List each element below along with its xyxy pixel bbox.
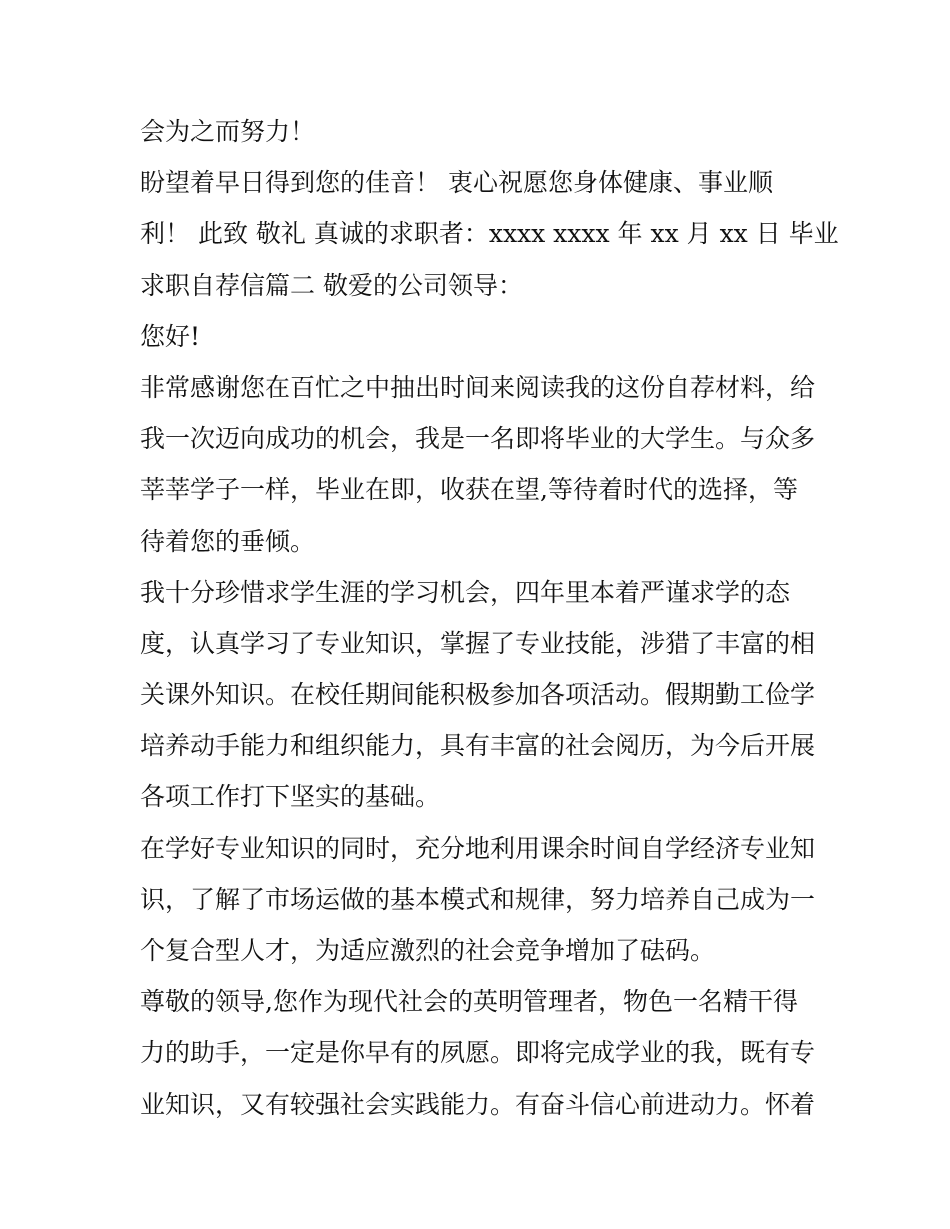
text-line: 我十分珍惜求学生涯的学习机会，四年里本着严谨求学的态 bbox=[140, 577, 791, 607]
text-line: 求职自荐信篇二 敬爱的公司领导： bbox=[140, 270, 523, 300]
text-line: 尊敬的领导,您作为现代社会的英明管理者，物色一名精干得 bbox=[140, 987, 798, 1017]
text-line: 各项工作打下坚实的基础。 bbox=[140, 782, 441, 812]
text-line: 您好! bbox=[140, 321, 201, 351]
text-line: 业知识，又有较强社会实践能力。有奋斗信心前进动力。怀着 bbox=[140, 1089, 816, 1119]
text-line: 力的助手，一定是你早有的夙愿。即将完成学业的我，既有专 bbox=[140, 1038, 816, 1068]
text-line: 培养动手能力和组织能力，具有丰富的社会阅历，为今后开展 bbox=[140, 731, 816, 761]
text-line: 利！ 此致 敬礼 真诚的求职者：xxxx xxxx 年 xx 月 xx 日 毕业 bbox=[140, 219, 839, 249]
text-line: 个复合型人才，为适应激烈的社会竞争增加了砝码。 bbox=[140, 936, 716, 965]
text-line: 待着您的垂倾。 bbox=[140, 526, 316, 556]
text-line: 识，了解了市场运做的基本模式和规律，努力培养自己成为一 bbox=[140, 884, 816, 914]
document-body bbox=[140, 106, 839, 1130]
text-line: 盼望着早日得到您的佳音！ 衷心祝愿您身体健康、事业顺 bbox=[140, 168, 773, 198]
text-line: 我一次迈向成功的机会，我是一名即将毕业的大学生。与众多 bbox=[140, 424, 816, 454]
text-line: 会为之而努力！ bbox=[140, 117, 316, 146]
text-line: 非常感谢您在百忙之中抽出时间来阅读我的这份自荐材料，给 bbox=[140, 372, 816, 402]
text-line: 度，认真学习了专业知识，掌握了专业技能，涉猎了丰富的相 bbox=[140, 628, 816, 658]
text-line: 莘莘学子一样，毕业在即，收获在望,等待着时代的选择，等 bbox=[140, 475, 798, 505]
text-line: 关课外知识。在校任期间能积极参加各项活动。假期勤工俭学 bbox=[140, 680, 816, 710]
text-line: 在学好专业知识的同时，充分地利用课余时间自学经济专业知 bbox=[140, 833, 816, 863]
